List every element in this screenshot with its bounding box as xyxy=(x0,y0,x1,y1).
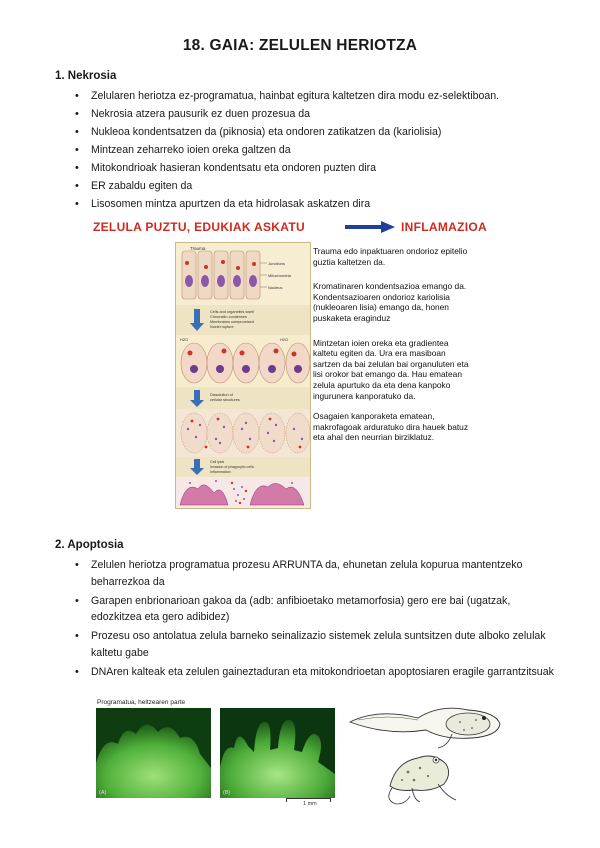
limb-photo-b xyxy=(220,708,335,798)
arrow-right-icon xyxy=(345,221,395,233)
nucleus-label: Nucleus xyxy=(268,285,283,290)
svg-text:Membranes compromised: Membranes compromised xyxy=(210,320,254,324)
limb-photo-a xyxy=(96,708,211,798)
nekrosia-bullet-list xyxy=(75,88,555,214)
step1-caption: Cells and organelles swell xyxy=(210,310,254,314)
apoptosis-photo-caption: Programatua, heltzearen parte xyxy=(97,699,186,706)
webbed-limb-image xyxy=(96,708,211,798)
apoptosia-bullet-list xyxy=(75,557,555,683)
mitochondria-label: Mitochondria xyxy=(268,273,291,278)
note-paragraph: Kromatinaren kondentsazioa emango da. Kondentsazioaren ondorioz kariolisia (nukleoaren lisia) emango da, honen puskaketa eraginduz xyxy=(313,281,467,323)
banner-right-text: INFLAMAZIOA xyxy=(401,220,487,234)
svg-text:Chromatin condenses: Chromatin condenses xyxy=(210,315,247,319)
h2o-label-b: H2O xyxy=(280,337,289,342)
trauma-label: Trauma xyxy=(190,246,206,251)
list-item: • Garapen enbrionarioan gakoa da (adb: anfibioetako metamorfosia) gero ere bai (ugatzak, edozkitzea eta gero adibidez) xyxy=(75,593,555,626)
list-item: • Zelularen heriotza ez-programatua, hainbat egitura kaltetzen dira modu ez-selektiboan. xyxy=(75,88,555,104)
svg-text:Inflammation: Inflammation xyxy=(210,470,231,474)
junctions-label: Junctions xyxy=(268,261,285,266)
h2o-label-a: H2O xyxy=(180,337,189,342)
list-item: • Mintzean zeharreko ioien oreka galtzen da xyxy=(75,142,555,158)
step3-caption: Cell lysis xyxy=(210,460,225,464)
list-item: • Mitokondrioak hasieran kondentsatu eta ondoren puzten dira xyxy=(75,160,555,176)
step2-caption: Dissolution of xyxy=(210,393,233,397)
svg-text:cellular structures: cellular structures xyxy=(210,398,240,402)
page-title: 18. GAIA: ZELULEN HERIOTZA xyxy=(182,37,418,54)
banner-left-text: ZELULA PUZTU, EDUKIAK ASKATU xyxy=(93,220,305,234)
note-paragraph: Trauma edo inpaktuaren ondorioz epitelio guztia kaltetzen da. xyxy=(313,246,468,267)
epithelium-dissolving xyxy=(181,413,310,453)
list-item: • Lisosomen mintza apurtzen da eta hidrolasak askatzen dira xyxy=(75,196,555,212)
necrosis-illustration xyxy=(175,242,311,509)
list-item: • Prozesu oso antolatua zelula barneko seinalizazio sistemek zelula suntsitzen dute alboko zelulak kaltetu gabe xyxy=(75,628,555,661)
list-item: • Nekrosia atzera pausurik ez duen prozesua da xyxy=(75,106,555,122)
separated-digits-image xyxy=(220,708,335,798)
list-item: • Zelulen heriotza programatua prozesu ARRUNTA da, ehunetan zelula kopurua mantentzeko beharrezkoa da xyxy=(75,557,555,590)
scale-bar-label: 1 mm xyxy=(303,801,317,807)
list-item: • DNAren kalteak eta zelulen gaineztaduran eta mitokondrioetan apoptosiaren eragile garrantzitsuak xyxy=(75,664,555,681)
tadpole-drawing xyxy=(350,708,500,748)
tadpole-frog-illustration xyxy=(348,700,508,810)
list-item: • Nukleoa kondentsatzen da (piknosia) eta ondoren zatikatzen da (kariolisia) xyxy=(75,124,555,140)
necrosis-diagram xyxy=(176,243,310,508)
panel-b-label: (B) xyxy=(223,790,231,796)
svg-text:Invasion of phagocytic cells: Invasion of phagocytic cells xyxy=(210,465,254,469)
svg-text:Nuclei rupture: Nuclei rupture xyxy=(210,325,234,329)
necrosis-banner xyxy=(93,219,513,237)
necrosis-notes xyxy=(313,246,473,453)
list-item: • ER zabaldu egiten da xyxy=(75,178,555,194)
epithelium-normal xyxy=(182,251,260,299)
panel-a-label: (A) xyxy=(99,790,107,796)
section-heading-nekrosia: 1. Nekrosia xyxy=(55,70,117,82)
note-paragraph: Osagaien kanporaketa ematean, makrofagoak arduratuko dira hauek batuz eta ahal den neurrian birziklatuz. xyxy=(313,411,469,443)
section-heading-apoptosia: 2. Apoptosia xyxy=(55,539,124,551)
note-paragraph: Mintzetan ioien oreka eta gradientea kaltetu egiten da. Ura era masiboan sartzen da bai zelulan bai organuluten eta lisi orokor bat emango da. Hau ematean zelula apurtuko da eta dena kanpoko ingurunera kanporatuko da. xyxy=(313,337,469,401)
epithelium-swollen xyxy=(181,343,310,383)
frog-drawing xyxy=(389,756,456,804)
